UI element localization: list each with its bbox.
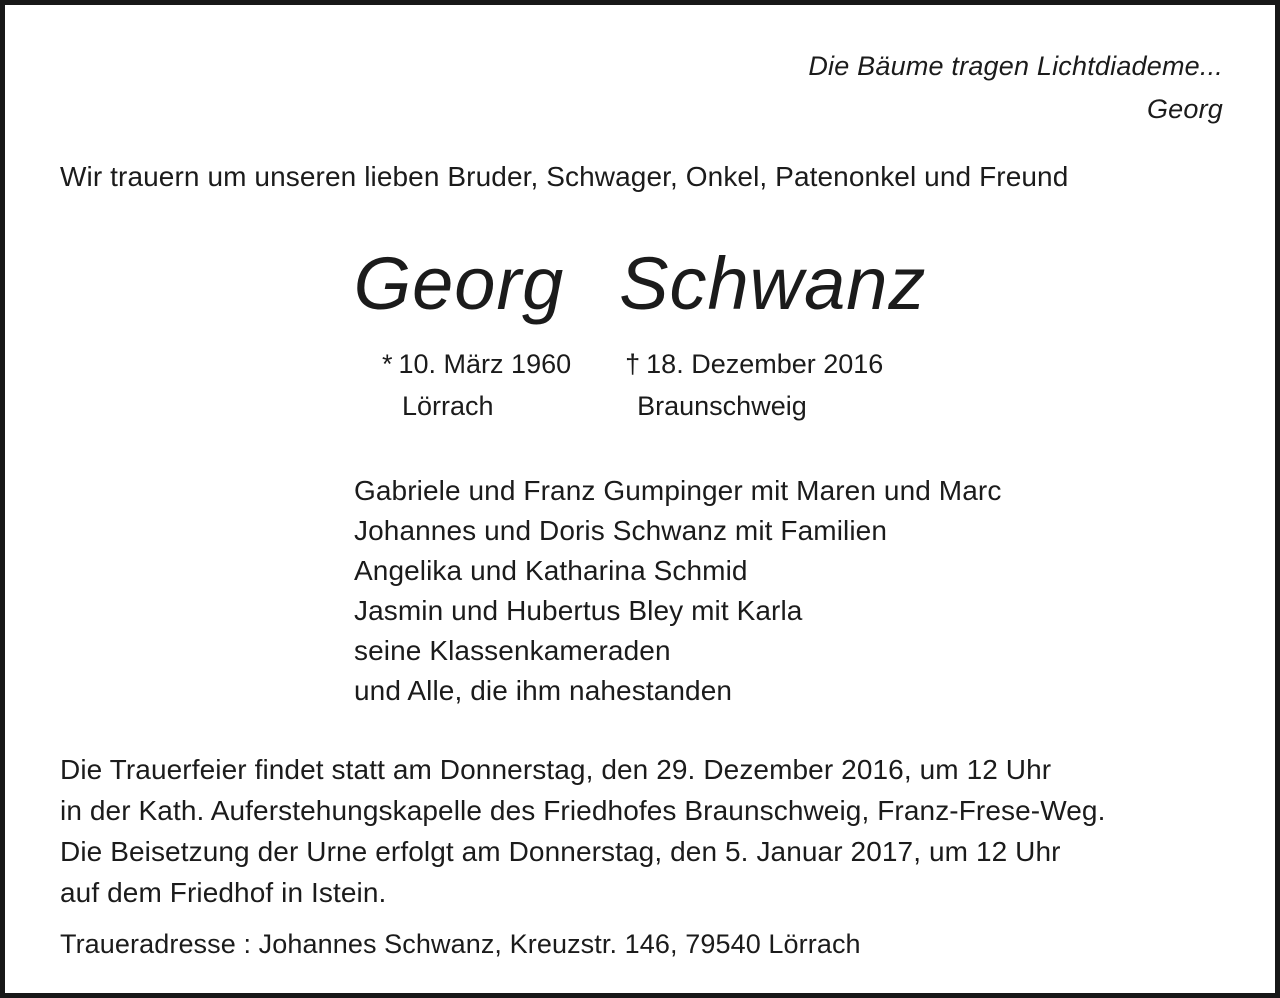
mourner-line: seine Klassenkameraden: [354, 635, 671, 666]
death-cross-symbol: †: [625, 349, 641, 379]
mourning-intro: Wir trauern um unseren lieben Bruder, Schwager, Onkel, Patenonkel und Freund: [60, 161, 1069, 192]
mourner-line: Angelika und Katharina Schmid: [354, 555, 748, 586]
birth-date: 10. März 1960: [398, 349, 572, 379]
life-dates: [382, 343, 883, 427]
epigraph-signature: Georg: [1146, 94, 1223, 124]
death-date: 18. Dezember 2016: [646, 349, 884, 379]
mourner-line: Johannes und Doris Schwanz mit Familien: [354, 515, 888, 546]
ceremony-line: in der Kath. Auferstehungskapelle des Friedhofes Braunschweig, Franz-Frese-Weg.: [60, 795, 1106, 826]
death-date-line: [625, 343, 883, 385]
ceremony-line: Die Trauerfeier findet statt am Donnerstag, den 29. Dezember 2016, um 12 Uhr: [60, 754, 1052, 785]
mourner-line: Jasmin und Hubertus Bley mit Karla: [354, 595, 803, 626]
mourner-line: Gabriele und Franz Gumpinger mit Maren und Marc: [354, 475, 1002, 506]
mourning-address: Traueradresse : Johannes Schwanz, Kreuzstr. 146, 79540 Lörrach: [60, 929, 861, 959]
epigraph: [808, 45, 1223, 130]
mourners-list: [354, 471, 1001, 711]
birth-date-line: [382, 343, 571, 385]
birth-star-symbol: *: [382, 349, 393, 379]
death-column: [625, 343, 883, 427]
epigraph-quote: Die Bäume tragen Lichtdiademe...: [808, 51, 1223, 81]
ceremony-line: Die Beisetzung der Urne erfolgt am Donnerstag, den 5. Januar 2017, um 12 Uhr: [60, 836, 1061, 867]
mourner-line: und Alle, die ihm nahestanden: [354, 675, 733, 706]
ceremony-line: auf dem Friedhof in Istein.: [60, 877, 387, 908]
ceremony-details: [60, 749, 1105, 913]
birth-place: Lörrach: [402, 391, 494, 421]
birth-column: [382, 343, 571, 427]
deceased-name: Georg Schwanz: [353, 242, 927, 325]
death-place: Braunschweig: [637, 391, 807, 421]
